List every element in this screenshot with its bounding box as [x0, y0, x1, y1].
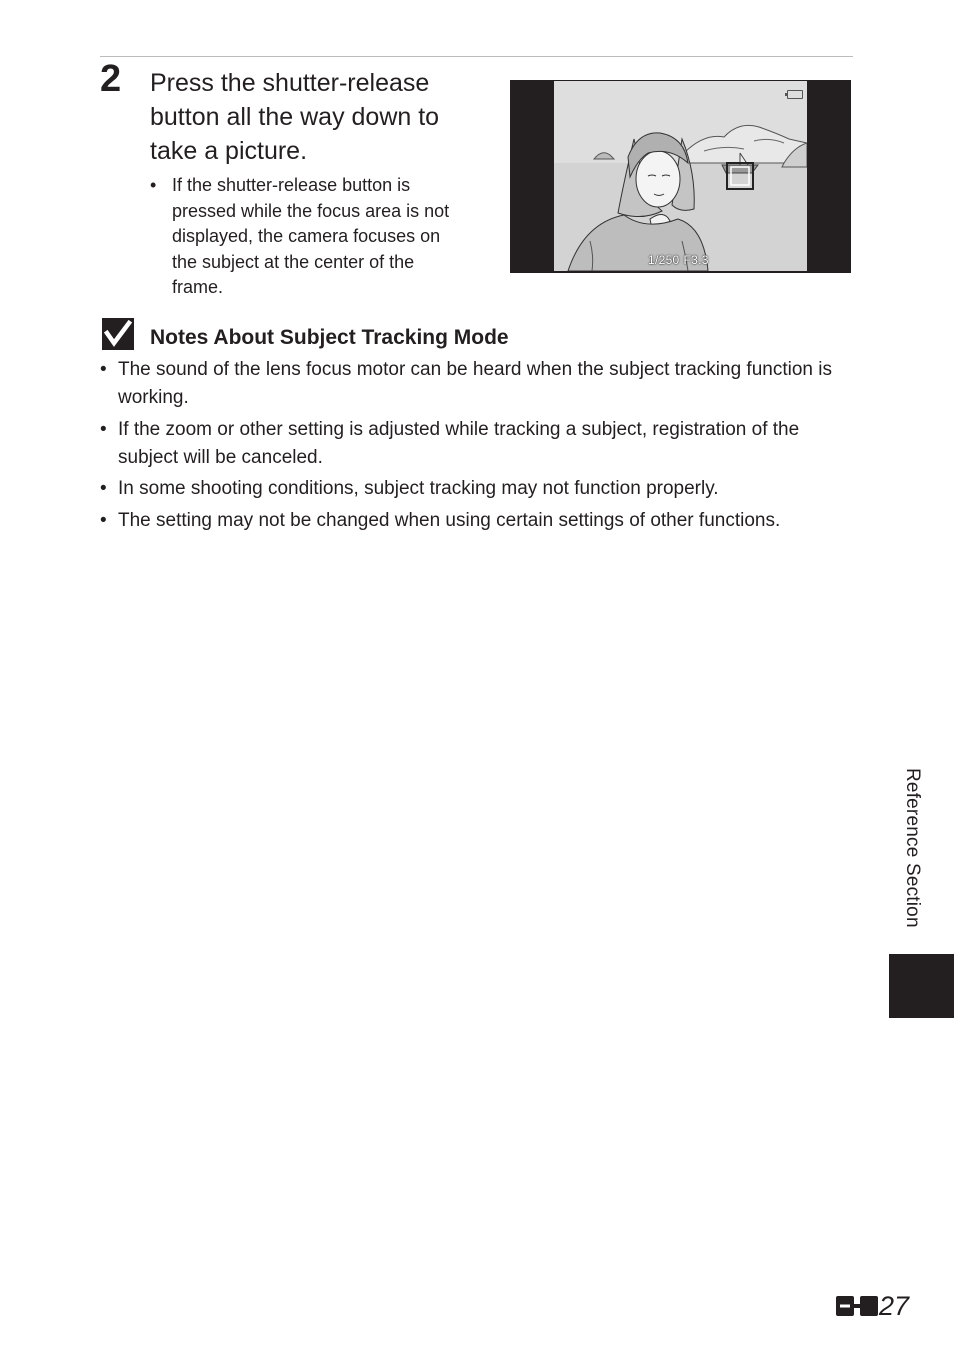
- section-side-label: Reference Section: [902, 768, 923, 928]
- notes-heading: Notes About Subject Tracking Mode: [150, 326, 509, 349]
- shutter-speed: 1/250: [648, 253, 680, 267]
- top-rule: [100, 56, 853, 57]
- exposure-readout: [648, 253, 709, 267]
- step-number: 2: [100, 58, 122, 100]
- section-tab-marker: [889, 954, 954, 1018]
- notes-list-item: • The sound of the lens focus motor can be heard when the subject tracking function is working.: [100, 356, 860, 412]
- notes-list-item: • The setting may not be changed when using certain settings of other functions.: [100, 507, 860, 535]
- step-title: Press the shutter-release button all the way down to take a picture.: [150, 69, 440, 165]
- monitor-frame: [554, 81, 807, 271]
- aperture-value: F3.3: [683, 253, 709, 267]
- page-number-value: 27: [879, 1291, 910, 1321]
- notes-list: [100, 356, 860, 538]
- reference-section-icon: [836, 1296, 878, 1316]
- step-bullet-list: [150, 173, 455, 301]
- battery-icon: [787, 90, 803, 99]
- portrait-scene-illustration: [554, 81, 807, 271]
- notes-list-item: • If the zoom or other setting is adjusted while tracking a subject, registration of the subject will be canceled.: [100, 416, 860, 472]
- notes-list-item: • In some shooting conditions, subject tracking may not function properly.: [100, 475, 860, 503]
- camera-monitor-illustration: [510, 80, 851, 273]
- check-mark-icon: [102, 318, 134, 350]
- step-bullet: • If the shutter-release button is pressed while the focus area is not displayed, the camera focuses on the subject at the center of the frame.: [150, 173, 455, 301]
- page-number: [836, 1291, 909, 1321]
